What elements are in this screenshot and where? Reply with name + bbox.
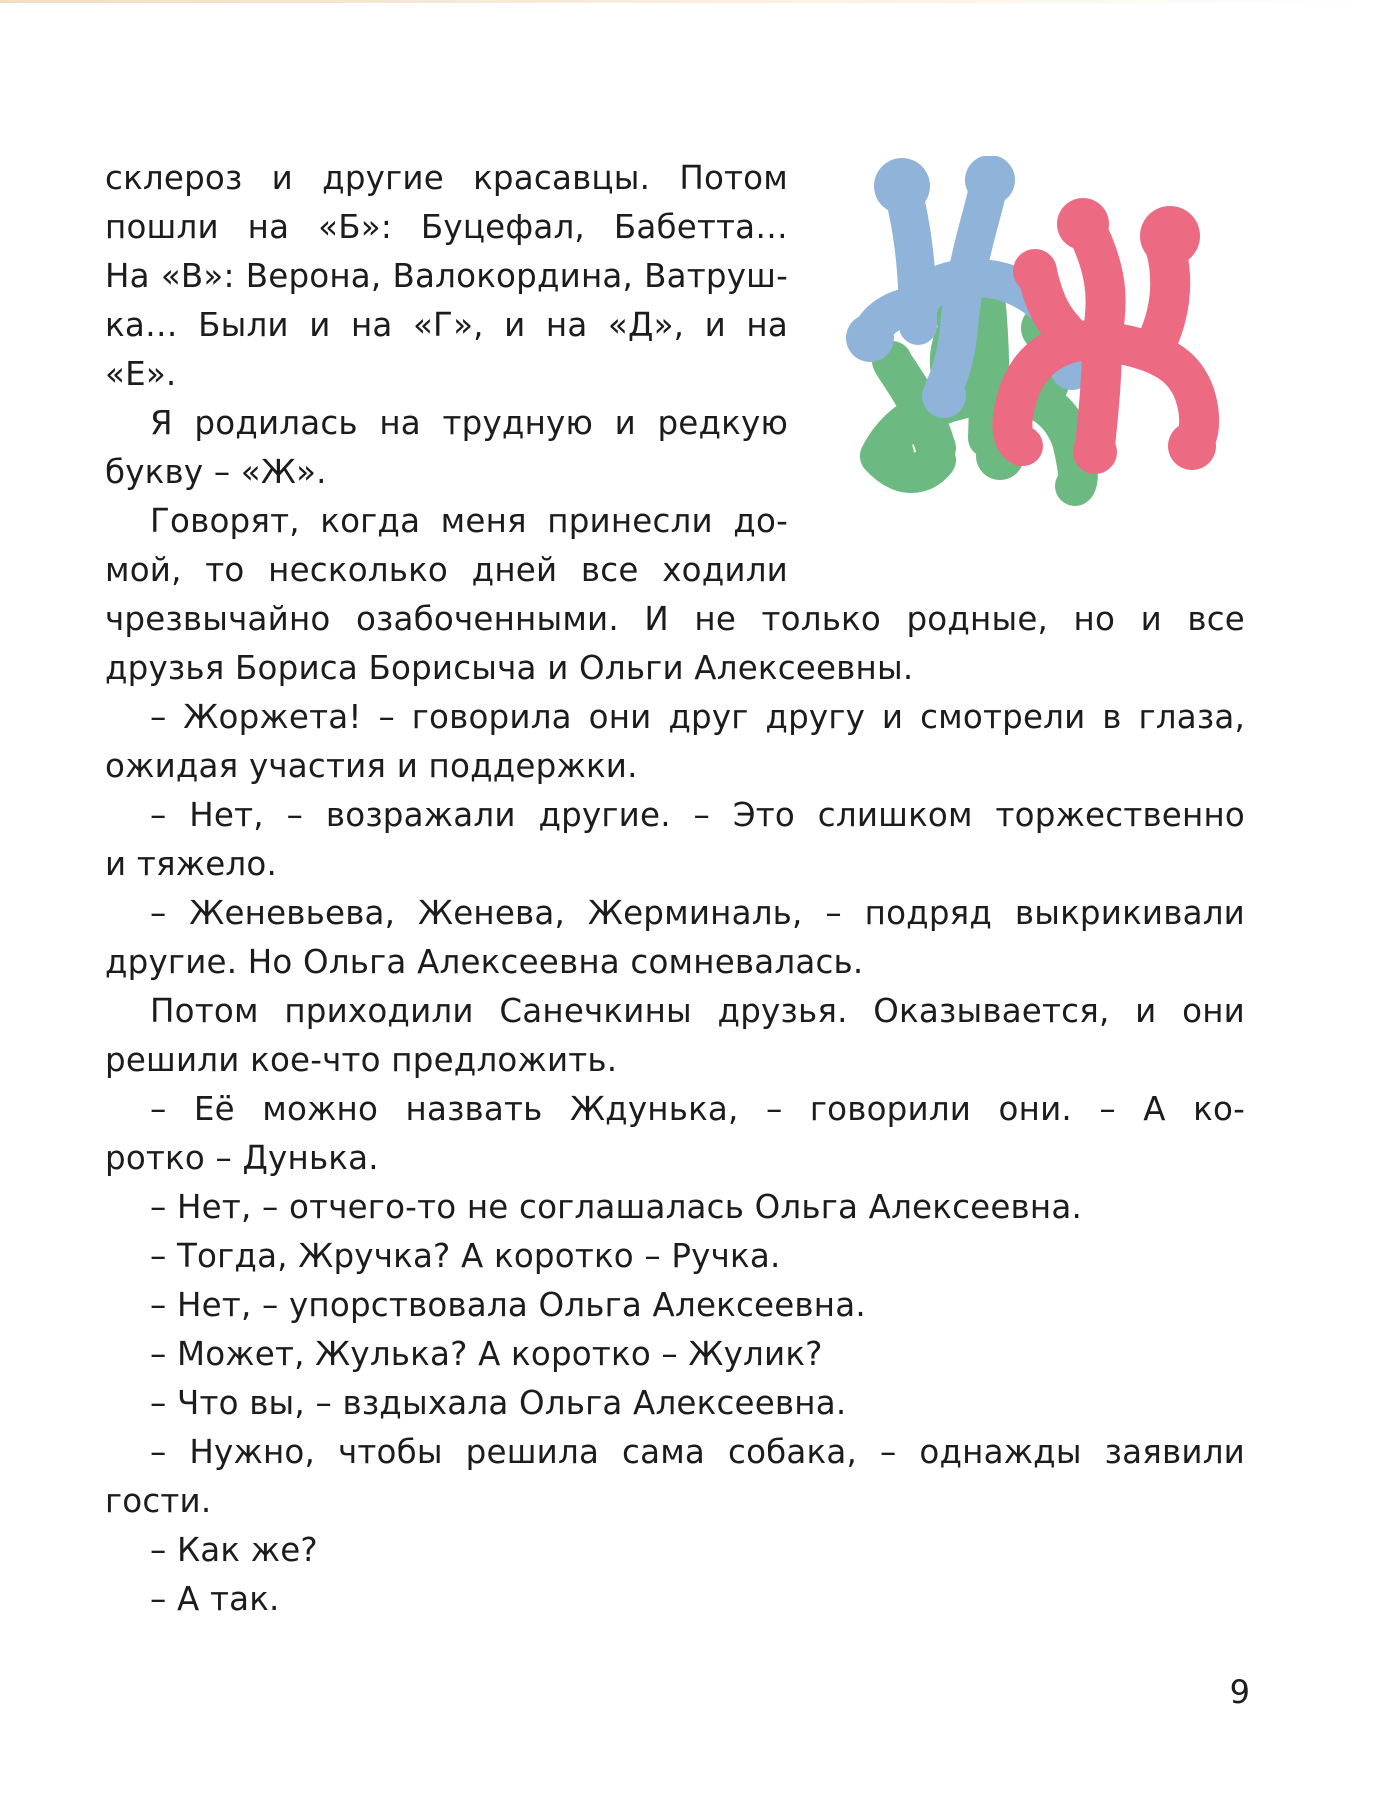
text-line: пошли на «Б»: Буцефал, Бабетта… [105, 208, 788, 246]
text-line: другие. Но Ольга Алексеевна сомневалась. [105, 943, 864, 981]
dialogue-line: – Её можно назвать Ждунька, – говорили они. – А ко- [150, 1090, 1245, 1128]
text-line: друзья Бориса Борисыча и Ольги Алексеевны. [105, 649, 914, 687]
dialogue-line: – Нет, – возражали другие. – Это слишком торжественно [150, 796, 1245, 834]
dialogue-line: – Нет, – отчего-то не соглашалась Ольга Алексеевна. [150, 1188, 1082, 1226]
text-line: мой, то несколько дней все ходили [105, 551, 788, 589]
dialogue-line: – Нет, – упорствовала Ольга Алексеевна. [150, 1286, 866, 1324]
text-line: чрезвычайно озабоченными. И не только родные, но и все [105, 600, 1245, 638]
paragraph-start-line: Я родилась на трудную и редкую [150, 404, 788, 442]
page-number: 9 [1229, 1673, 1250, 1711]
paragraph-start-line: Потом приходили Санечкины друзья. Оказывается, и они [150, 992, 1245, 1030]
text-line: гости. [105, 1482, 212, 1520]
dialogue-line: – Женевьева, Женева, Жерминаль, – подряд выкрикивали [150, 894, 1245, 932]
text-line: букву – «Ж». [105, 453, 327, 491]
text-line: На «В»: Верона, Валокордина, Ватруш- [105, 257, 788, 295]
text-line: и тяжело. [105, 845, 277, 883]
paragraph-start-line: Говорят, когда меня принесли до- [150, 502, 788, 540]
letter-zh-illustration [840, 156, 1260, 564]
dialogue-line: – Может, Жулька? А коротко – Жулик? [150, 1335, 823, 1373]
dialogue-line: – Как же? [150, 1531, 318, 1569]
text-line: склероз и другие красавцы. Потом [105, 159, 788, 197]
text-line: ротко – Дунька. [105, 1139, 379, 1177]
dialogue-line: – Что вы, – вздыхала Ольга Алексеевна. [150, 1384, 847, 1422]
text-line: «Е». [105, 355, 177, 393]
text-line: ожидая участия и поддержки. [105, 747, 638, 785]
text-line: решили кое-что предложить. [105, 1041, 618, 1079]
dialogue-line: – Нужно, чтобы решила сама собака, – однажды заявили [150, 1433, 1245, 1471]
text-line: ка… Были и на «Г», и на «Д», и на [105, 306, 788, 344]
page-top-edge [0, 0, 1373, 3]
dialogue-line: – Тогда, Жручка? А коротко – Ручка. [150, 1237, 781, 1275]
dialogue-line: – Жоржета! – говорила они друг другу и смотрели в глаза, [150, 698, 1245, 736]
dialogue-line: – А так. [150, 1580, 280, 1618]
